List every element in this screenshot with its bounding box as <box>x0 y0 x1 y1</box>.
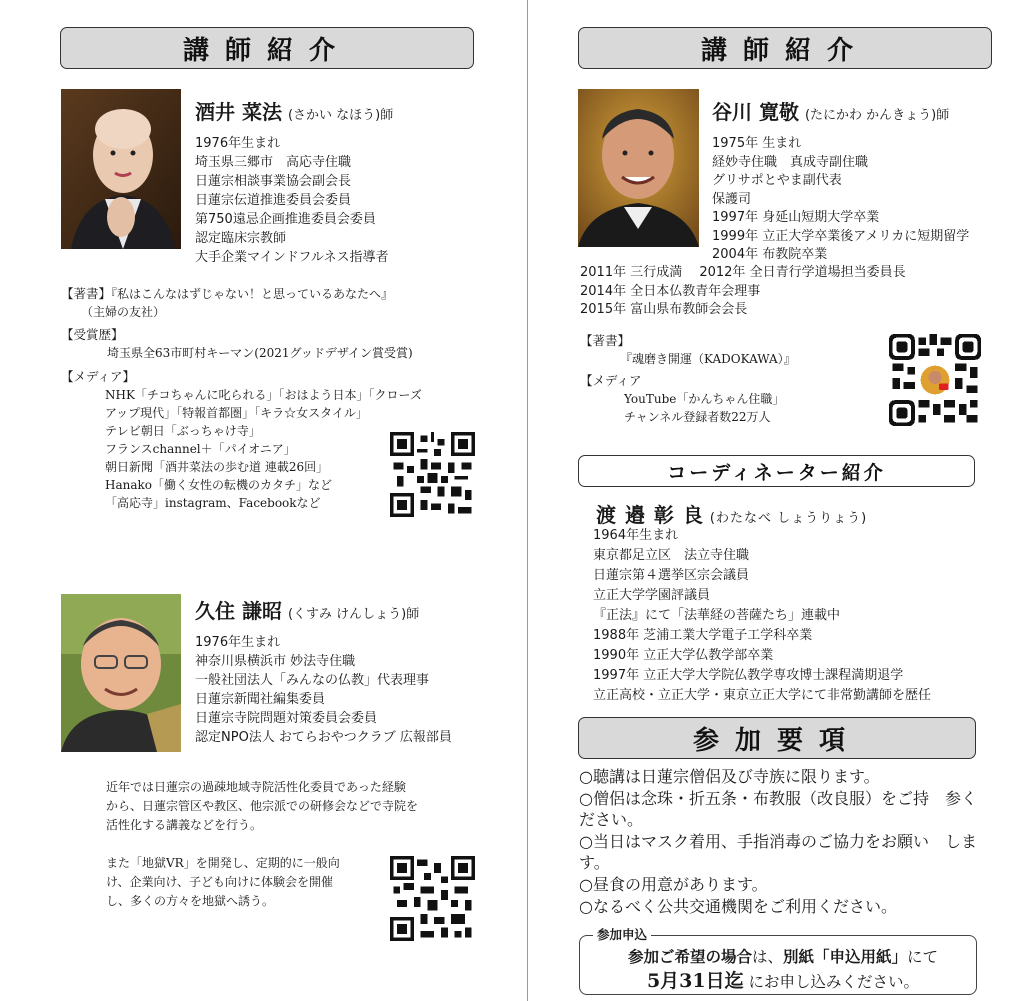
books-label: 【著書】 <box>580 333 631 348</box>
application-label: 参加申込 <box>593 925 651 943</box>
lecturer1-photo <box>61 89 181 249</box>
bio-line: 1997年 身延山短期大学卒業 <box>712 210 880 225</box>
header-title: 講師紹介 <box>182 35 351 66</box>
media-line: テレビ朝日「ぶっちゃけ寺」 <box>105 424 261 438</box>
award-label: 【受賞歴】 <box>61 327 124 342</box>
lecturer3-photo <box>578 89 699 247</box>
header-title: コーディネーター紹介 <box>667 461 886 484</box>
media-line: 朝日新聞「酒井菜法の歩む道 連載26回」 <box>105 460 329 474</box>
bio-line: 日蓮宗新聞社編集委員 <box>195 692 326 707</box>
desc-line: し、多くの方々を地獄へ誘う。 <box>106 894 275 908</box>
lecturer1-name <box>195 96 393 125</box>
bio-line: 1976年生まれ <box>195 635 281 650</box>
apply-deadline: 5月31日迄 <box>646 970 744 992</box>
requirements-list <box>579 766 989 918</box>
lecturer1-bio <box>195 134 388 267</box>
lecturer3-media <box>580 372 784 426</box>
lecturer2-name <box>195 595 419 624</box>
qr-code-lecturer1[interactable] <box>390 432 475 517</box>
coordinator-name-text: 渡 邉 彰 良 <box>596 503 704 527</box>
lecturer2-reading: (くすみ けんしょう)師 <box>287 607 420 622</box>
requirement-item: ○聴講は日蓮宗僧侶及び寺族に限ります。 <box>579 767 880 786</box>
lecturer-intro-header-right <box>578 27 992 69</box>
application-text <box>593 945 973 994</box>
header-title: 参加要項 <box>692 725 861 756</box>
qr-code-lecturer2[interactable] <box>390 856 475 941</box>
lecturer3-name-text: 谷川 寛敬 <box>712 100 799 124</box>
desc-line: から、日蓮宗管区や教区、他宗派での研修会などで寺院を <box>106 799 419 813</box>
requirements-header <box>578 717 976 759</box>
media-line: Hanako「働く女性の転機のカタチ」など <box>105 478 332 492</box>
bio-line: 1975年 生まれ <box>712 136 802 151</box>
desc-line: また「地獄VR」を開発し、定期的に一般向 <box>106 856 340 870</box>
bio-line: 日蓮宗伝道推進委員会委員 <box>195 193 352 208</box>
bio-line: 第750遠忌企画推進委員会委員 <box>195 212 376 227</box>
header-title: 講師紹介 <box>700 35 869 66</box>
media-label: 【メディア <box>580 373 642 388</box>
bio-line: 大手企業マインドフルネス指導者 <box>195 250 389 265</box>
bio-line: 2015年 富山県布教師会会長 <box>580 302 748 317</box>
bio-line: 1999年 立正大学卒業後アメリカに短期留学 <box>712 228 970 244</box>
media-label: 【メディア】 <box>61 369 136 384</box>
lecturer2-description <box>106 778 418 835</box>
page-fold <box>527 0 528 1001</box>
bio-line: 埼玉県三郷市 高応寺住職 <box>195 155 352 170</box>
qr-code-youtube[interactable] <box>889 334 981 426</box>
requirement-item: ○当日はマスク着用、手指消毒のご協力をお願い します。 <box>579 832 977 872</box>
lecturer-intro-header-left <box>60 27 474 69</box>
apply-form-name: 別紙「申込用紙」 <box>783 947 908 966</box>
lecturer3-books <box>580 332 796 368</box>
bio-line: 2004年 布教院卒業 <box>712 247 828 262</box>
lecturer1-award <box>61 326 413 362</box>
lecturer3-reading: (たにかわ かんきょう)師 <box>804 108 950 123</box>
lecturer3-bio <box>712 135 969 265</box>
apply-emphasis: 参加ご希望の場合 <box>627 947 752 966</box>
lecturer2-photo <box>61 594 181 752</box>
media-line: NHK「チコちゃんに叱られる」「おはよう日本」「クローズ <box>105 388 422 402</box>
bio-line: 東京都足立区 法立寺住職 <box>593 548 750 563</box>
requirement-item: ○なるべく公共交通機関をご利用ください。 <box>579 897 897 916</box>
bio-line: 1997年 立正大学大学院仏教学専攻博士課程満期退学 <box>593 668 904 683</box>
book-title: 『魂磨き開運（KADOKAWA）』 <box>620 352 796 366</box>
bio-line: 認定NPO法人 おてらおやつクラブ 広報部員 <box>195 730 452 745</box>
media-line: YouTube「かんちゃん住職」 <box>624 392 785 406</box>
bio-line: 『正法』にて「法華経の菩薩たち」連載中 <box>593 608 841 623</box>
bio-line: 2014年 全日本仏教青年会理事 <box>580 283 761 299</box>
media-line: フランスchannel＋「パイオニア」 <box>105 442 296 456</box>
coordinator-bio <box>593 526 931 706</box>
apply-text-part: にお申し込みください。 <box>743 973 920 991</box>
bio-line: 立正大学学園評議員 <box>593 588 711 603</box>
lecturer1-media <box>61 368 422 512</box>
coordinator-reading: (わたなべ しょうりょう) <box>709 511 868 526</box>
desc-line: 近年では日蓮宗の過疎地域寺院活性化委員であった経験 <box>106 780 406 794</box>
bio-line: 経妙寺住職 真成寺副住職 <box>712 154 869 170</box>
book-publisher: （主婦の友社） <box>81 305 166 319</box>
desc-line: け、企業向け、子ども向けに体験会を開催 <box>106 875 334 889</box>
bio-line: 神奈川県横浜市 妙法寺住職 <box>195 654 356 669</box>
bio-line: 1976年生まれ <box>195 136 281 151</box>
lecturer2-bio <box>195 633 452 747</box>
bio-line: 一般社団法人「みんなの仏教」代表理事 <box>195 673 430 688</box>
bio-line: 1990年 立正大学仏教学部卒業 <box>593 648 774 663</box>
requirement-item: ○僧侶は念珠・折五条・布教服（改良服）をご持 参ください。 <box>579 789 977 829</box>
bio-line: 日蓮宗相談事業協会副会長 <box>195 174 352 189</box>
bio-line: 1964年生まれ <box>593 528 679 543</box>
apply-text-part: は、 <box>751 948 783 966</box>
media-line: 「高応寺」instagram、Facebookなど <box>105 496 321 510</box>
award-text: 埼玉県全63市町村キーマン(2021グッドデザイン賞受賞) <box>107 346 413 360</box>
apply-text-part: にて <box>907 948 939 966</box>
coordinator-name <box>596 499 867 528</box>
books-label: 【著書】 <box>61 286 112 301</box>
bio-line: 1988年 芝浦工業大学電子工学科卒業 <box>593 628 813 643</box>
requirement-item: ○昼食の用意があります。 <box>579 875 768 894</box>
bio-line: グリサポとやま副代表 <box>712 173 842 188</box>
bio-line: 日蓮宗第４選挙区宗会議員 <box>593 568 750 583</box>
desc-line: 活性化する講義などを行う。 <box>106 818 263 832</box>
media-line: チャンネル登録者数22万人 <box>624 410 771 424</box>
lecturer1-reading: (さかい なほう)師 <box>287 108 394 123</box>
bio-line: 認定臨床宗教師 <box>195 231 287 246</box>
lecturer2-hell-vr <box>106 854 340 911</box>
lecturer1-name-text: 酒井 菜法 <box>195 100 282 124</box>
bio-line: 立正高校・立正大学・東京立正大学にて非常勤講師を歴任 <box>593 688 932 703</box>
bio-line: 2011年 三行成満 2012年 全日青行学道場担当委員長 <box>580 265 906 280</box>
lecturer2-name-text: 久住 謙昭 <box>195 599 282 623</box>
bio-line: 保護司 <box>712 191 752 207</box>
bio-line: 日蓮宗寺院問題対策委員会委員 <box>195 711 378 726</box>
book-title: 『私はこんなはずじゃない！と思っているあなたへ』 <box>111 287 394 301</box>
lecturer3-bio-wide <box>580 264 906 320</box>
lecturer3-name <box>712 96 949 125</box>
media-line: アップ現代」「特報首都圏」「キラ☆女スタイル」 <box>105 406 368 420</box>
coordinator-intro-header <box>578 455 975 487</box>
lecturer1-books <box>61 285 393 321</box>
